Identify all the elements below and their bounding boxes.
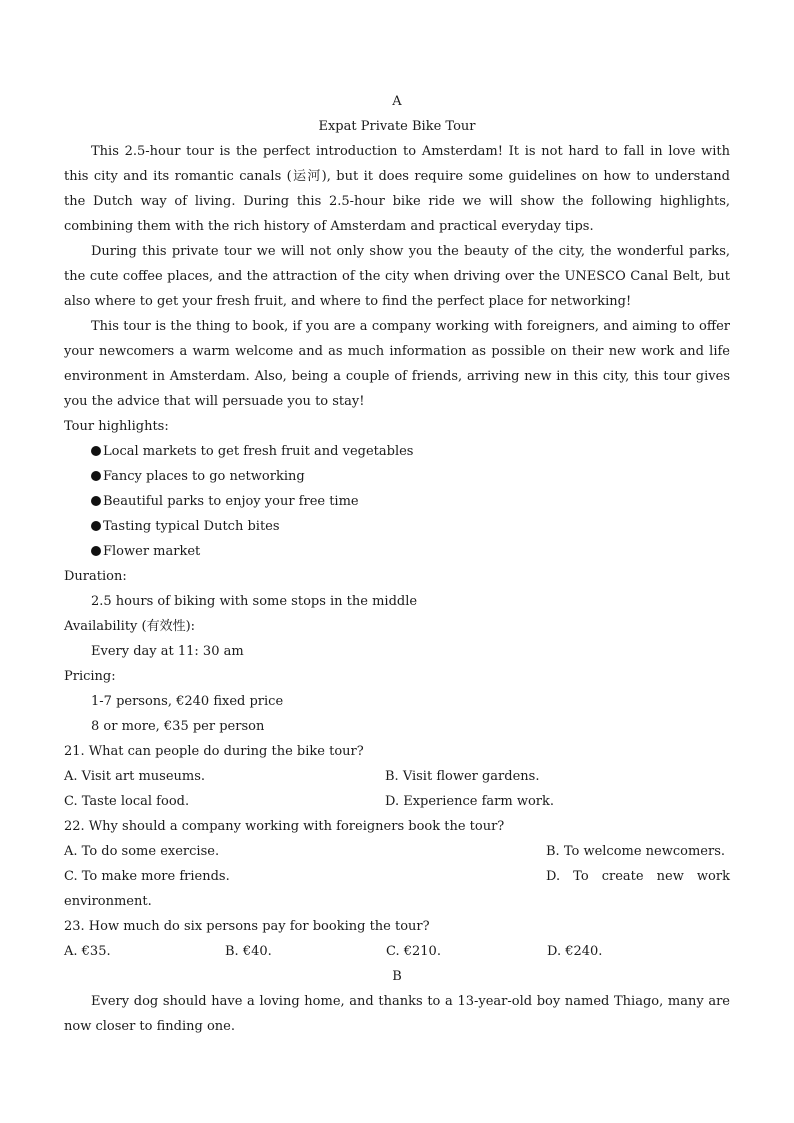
question-21-options-row2	[64, 789, 730, 814]
highlight-item: Flower market	[64, 539, 730, 564]
option-d: D. To create new work	[546, 869, 730, 884]
question-23-stem: 23. How much do six persons pay for booking the tour?	[64, 919, 430, 934]
highlights-heading: Tour highlights:	[64, 419, 169, 434]
option-d: D. Experience farm work.	[385, 794, 555, 809]
section-a-title: Expat Private Bike Tour	[318, 119, 476, 134]
section-b-paragraph: Every dog should have a loving home, and thanks to a 13-year-old boy named Thiago, many are now closer to finding one.	[64, 994, 730, 1034]
duration-heading: Duration:	[64, 569, 127, 584]
option-c: C. €210.	[386, 944, 441, 959]
option-b: B. Visit flower gardens.	[385, 769, 540, 784]
section-b-label: B	[392, 969, 402, 984]
highlight-item: Local markets to get fresh fruit and vegetables	[64, 439, 730, 464]
pricing-line: 8 or more, €35 per person	[91, 719, 265, 734]
highlight-item: Beautiful parks to enjoy your free time	[64, 489, 730, 514]
bullet-icon	[91, 471, 101, 481]
document-page	[64, 89, 730, 1039]
paragraph-3: This tour is the thing to book, if you are a company working with foreigners, and aiming to offer your newcomers a warm welcome and as much information as possible on their new work and life environment in Amsterdam. Also, being a couple of friends, arriving new in this city, this tour gives you the advice that will persuade you to stay!	[64, 319, 730, 409]
pricing-line: 1-7 persons, €240 fixed price	[91, 694, 284, 709]
option-b: B. €40.	[225, 944, 272, 959]
option-a: A. €35.	[64, 944, 111, 959]
option-c: C. Taste local food.	[64, 794, 190, 809]
duration-value: 2.5 hours of biking with some stops in the middle	[91, 594, 418, 609]
bullet-icon	[91, 546, 101, 556]
option-a: A. To do some exercise.	[64, 844, 220, 859]
highlight-item: Tasting typical Dutch bites	[64, 514, 730, 539]
question-21-stem: 21. What can people do during the bike tour?	[64, 744, 364, 759]
bullet-icon	[91, 496, 101, 506]
paragraph-1: This 2.5-hour tour is the perfect introduction to Amsterdam! It is not hard to fall in love with this city and its romantic canals (运河), but it does require some guidelines on how to understand the Dutch way of living. During this 2.5-hour bike ride we will show the following highlights, combining them with the rich history of Amsterdam and practical everyday tips.	[64, 144, 730, 234]
availability-value: Every day at 11: 30 am	[91, 644, 244, 659]
section-a-label: A	[392, 94, 402, 109]
question-21-options-row1	[64, 764, 730, 789]
option-d-continuation: environment.	[64, 894, 152, 909]
pricing-heading: Pricing:	[64, 669, 116, 684]
question-22-options-row1	[64, 839, 730, 864]
highlight-item: Fancy places to go networking	[64, 464, 730, 489]
option-b: B. To welcome newcomers.	[546, 844, 726, 859]
bullet-icon	[91, 521, 101, 531]
question-22-options-row2	[64, 864, 730, 889]
paragraph-2: During this private tour we will not only show you the beauty of the city, the wonderful parks, the cute coffee places, and the attraction of the city when driving over the UNESCO Canal Belt, but also where to get your fresh fruit, and where to find the perfect place for networking!	[64, 244, 730, 309]
question-22-stem: 22. Why should a company working with foreigners book the tour?	[64, 819, 505, 834]
option-a: A. Visit art museums.	[64, 769, 206, 784]
question-23-options	[64, 939, 730, 964]
option-c: C. To make more friends.	[64, 869, 230, 884]
bullet-icon	[91, 446, 101, 456]
option-d: D. €240.	[547, 944, 603, 959]
availability-heading: Availability (有效性):	[64, 619, 196, 634]
